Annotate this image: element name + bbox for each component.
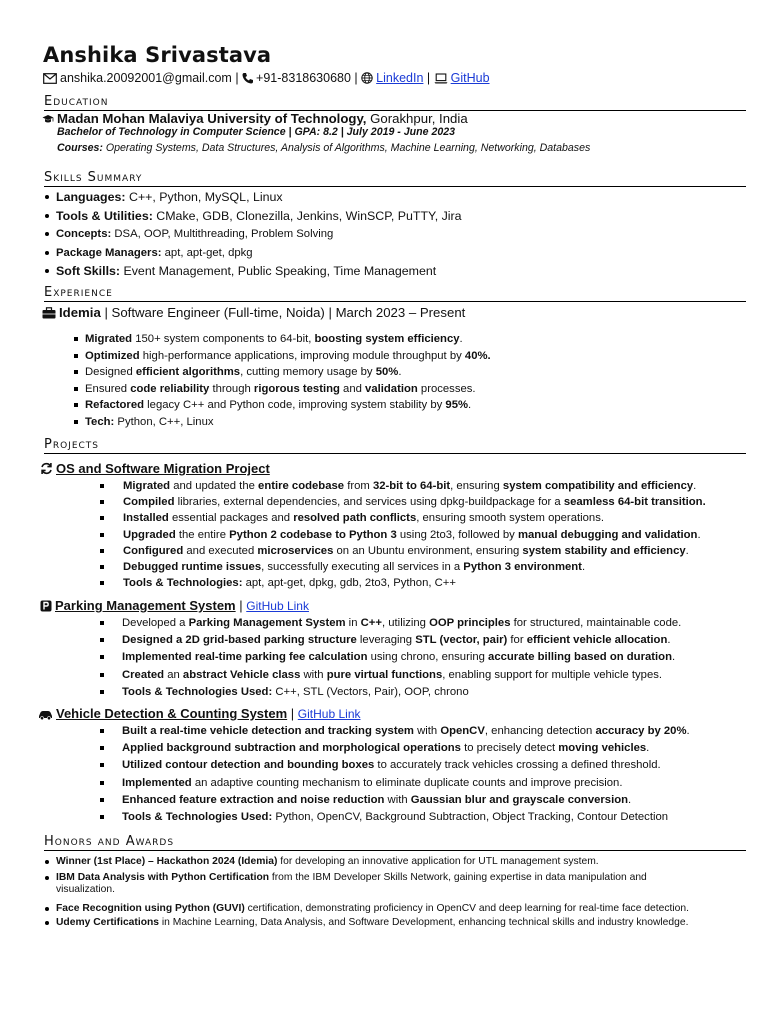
- text-run: manual debugging and validation: [517, 528, 698, 541]
- text-run: C++: [360, 617, 382, 629]
- text-run: .: [628, 793, 632, 806]
- text-run: Created: [122, 668, 165, 681]
- text-run: on an Ubuntu environment, ensuring: [333, 544, 523, 557]
- experience-bullet: [85, 332, 463, 346]
- text-run: .: [646, 742, 650, 755]
- text-run: an adaptive counting mechanism to eliminate duplicate counts and improve precision.: [191, 776, 623, 789]
- bullet-marker: [100, 533, 104, 537]
- text-run: the entire: [175, 528, 230, 541]
- bullet-marker: [74, 354, 78, 358]
- parking-github-link[interactable]: GitHub Link: [246, 599, 309, 613]
- separator: |: [239, 598, 243, 613]
- text-run: validation: [365, 382, 418, 395]
- graduation-cap-icon: [42, 114, 54, 128]
- text-run: Refactored: [85, 399, 145, 412]
- text-run: .: [667, 634, 671, 647]
- section-heading-projects: Projects: [44, 438, 746, 454]
- role-line: | Software Engineer (Full-time, Noida) | March 2023 – Present: [100, 305, 466, 320]
- honor-item: [56, 902, 689, 916]
- skill-row: [56, 246, 253, 260]
- bullet-marker: [100, 549, 104, 553]
- text-run: with: [300, 668, 327, 681]
- text-run: Tools & Technologies Used:: [122, 685, 273, 698]
- text-run: system stability and efficiency: [522, 544, 686, 557]
- skill-value: Event Management, Public Speaking, Time Management: [120, 264, 437, 278]
- text-run: IBM Data Analysis with Python Certification: [56, 871, 270, 883]
- text-run: Winner (1st Place) – Hackathon 2024 (Idemia): [56, 856, 278, 867]
- contact-line: [43, 71, 490, 87]
- bullet-marker: [45, 921, 49, 925]
- text-run: .: [671, 651, 676, 664]
- experience-header: [42, 306, 465, 322]
- bullet-marker: [100, 516, 104, 520]
- sync-icon: [40, 462, 53, 478]
- project-bullet: [122, 633, 671, 647]
- text-run: Python, C++, Linux: [114, 416, 214, 428]
- skill-value: C++, Python, MySQL, Linux: [125, 190, 283, 204]
- text-run: Debugged runtime issues: [123, 561, 262, 573]
- text-run: moving vehicles: [558, 742, 647, 755]
- text-run: , ensuring smooth system operations.: [416, 512, 604, 525]
- text-run: essential packages and: [168, 512, 294, 525]
- project-bullet: [123, 528, 701, 542]
- project-bullet: [122, 793, 631, 807]
- bullet-marker: [100, 815, 104, 819]
- text-run: seamless 64-bit transition.: [563, 496, 706, 509]
- courses-line: [57, 141, 590, 155]
- text-run: Implemented real-time parking fee calculation: [122, 651, 368, 664]
- text-run: Face Recognition using Python (GUVI): [56, 902, 245, 914]
- bullet-marker: [100, 729, 104, 733]
- text-run: .: [685, 544, 689, 557]
- text-run: , utilizing: [381, 617, 430, 629]
- text-run: efficient algorithms: [135, 366, 241, 379]
- email-text[interactable]: anshika.20092001@gmail.com: [60, 71, 232, 85]
- briefcase-icon: [42, 307, 56, 322]
- project-bullet: [122, 741, 649, 755]
- skill-row: [56, 190, 283, 204]
- text-run: Python 3 environment: [463, 561, 582, 573]
- university-location: Gorakhpur, India: [366, 111, 468, 126]
- project-bullet: [123, 511, 604, 525]
- project-bullet: [122, 758, 661, 772]
- text-run: Parking Management System: [188, 617, 346, 629]
- text-run: to precisely detect: [460, 742, 559, 755]
- skill-row: [56, 209, 462, 223]
- text-run: for: [507, 634, 527, 647]
- bullet-marker: [100, 500, 104, 504]
- bullet-marker: [74, 370, 78, 374]
- bullet-marker: [45, 195, 49, 199]
- text-run: Built a real-time vehicle detection and tracking system: [122, 725, 414, 737]
- text-run: Configured: [123, 544, 184, 557]
- text-run: visualization.: [56, 884, 115, 895]
- skill-label: Tools & Utilities:: [56, 208, 153, 223]
- text-run: code reliability: [130, 382, 210, 395]
- text-run: Designed: [85, 366, 136, 379]
- text-run: and: [339, 382, 366, 395]
- text-run: abstract Vehicle class: [182, 668, 301, 681]
- text-run: libraries, external dependencies, and services using dpkg-buildpackage for a: [174, 496, 564, 509]
- text-run: .: [693, 480, 697, 492]
- text-run: Optimized: [85, 349, 140, 362]
- bullet-marker: [100, 781, 104, 785]
- skill-value: DSA, OOP, Multithreading, Problem Solving: [111, 228, 334, 240]
- text-run: , successfully executing all services in a: [261, 561, 464, 573]
- text-run: efficient vehicle allocation: [526, 634, 668, 647]
- bullet-marker: [100, 673, 104, 677]
- courses-list: Operating Systems, Data Structures, Analysis of Algorithms, Machine Learning, Networking, Databases: [102, 142, 591, 154]
- text-run: and executed: [183, 544, 258, 557]
- skill-value: apt, apt-get, dpkg: [161, 246, 253, 259]
- vehicle-github-link[interactable]: GitHub Link: [297, 707, 361, 721]
- bullet-marker: [100, 621, 104, 625]
- text-run: through: [209, 382, 254, 395]
- text-run: .: [697, 528, 701, 541]
- honor-item: [56, 855, 599, 869]
- separator: |: [354, 71, 358, 85]
- text-run: Developed a: [122, 617, 189, 629]
- honor-item: [56, 883, 115, 897]
- bullet-marker: [45, 232, 49, 236]
- bullet-marker: [100, 484, 104, 488]
- laptop-icon: [434, 73, 448, 87]
- bullet-marker: [74, 420, 78, 424]
- section-heading-honors: Honors and Awards: [44, 835, 746, 851]
- project-bullet: [122, 668, 662, 682]
- text-run: , ensuring: [450, 480, 503, 492]
- text-run: Udemy Certifications: [56, 917, 159, 928]
- text-run: rigorous testing: [253, 382, 340, 395]
- text-run: leveraging: [356, 634, 416, 647]
- project-bullet: [122, 685, 469, 699]
- text-run: from: [344, 480, 373, 492]
- project-name: Parking Management System: [55, 598, 236, 613]
- text-run: Migrated: [85, 333, 133, 345]
- experience-bullet: [85, 398, 471, 412]
- skill-row: [56, 227, 333, 241]
- text-run: entire codebase: [258, 480, 345, 492]
- company-name: Idemia: [59, 305, 101, 320]
- project-name: Vehicle Detection & Counting System: [56, 706, 288, 721]
- text-run: and updated the: [170, 480, 259, 492]
- project-bullet: [122, 724, 690, 738]
- project-bullet: [123, 479, 696, 493]
- text-run: certification, demonstrating proficiency in OpenCV and deep learning for real-time face detection.: [244, 902, 689, 914]
- text-run: microservices: [257, 544, 334, 557]
- text-run: .: [468, 399, 472, 412]
- text-run: in: [345, 617, 361, 629]
- text-run: Tools & Technologies:: [123, 577, 243, 590]
- honor-item: [56, 916, 688, 930]
- text-run: Implemented: [122, 776, 192, 789]
- section-heading-experience: Experience: [44, 286, 746, 302]
- text-run: Designed a 2D grid-based parking structure: [122, 634, 357, 647]
- text-run: with: [413, 725, 441, 737]
- text-run: high-performance applications, improving module throughput by: [139, 349, 465, 362]
- text-run: 50%: [375, 366, 399, 379]
- text-run: an: [164, 668, 183, 681]
- text-run: apt, apt-get, dpkg, gdb, 2to3, Python, C++: [242, 577, 457, 590]
- bullet-marker: [100, 638, 104, 642]
- text-run: Installed: [123, 512, 169, 525]
- separator: |: [290, 706, 295, 721]
- text-run: with: [384, 793, 411, 806]
- section-heading-skills: Skills Summary: [44, 171, 746, 187]
- text-run: , enabling support for multiple vehicle types.: [442, 668, 663, 681]
- project-bullet: [122, 810, 668, 824]
- bullet-marker: [100, 763, 104, 767]
- text-run: Python 2 codebase to Python 3: [229, 528, 397, 541]
- text-run: Ensured: [85, 382, 131, 395]
- courses-label: Courses:: [57, 142, 103, 154]
- separator: |: [235, 71, 239, 85]
- degree-line: Bachelor of Technology in Computer Science | GPA: 8.2 | July 2019 - June 2023: [57, 126, 456, 138]
- text-run: OpenCV: [440, 725, 485, 737]
- bullet-marker: [100, 565, 104, 569]
- text-run: Upgraded: [123, 528, 176, 541]
- experience-bullet: [85, 349, 491, 363]
- project-title-os-migration: [40, 461, 270, 478]
- bullet-marker: [45, 876, 49, 880]
- text-run: system compatibility and efficiency: [502, 480, 694, 492]
- experience-bullet: [85, 382, 476, 396]
- project-bullet: [122, 650, 675, 664]
- text-run: .: [581, 561, 586, 573]
- bullet-marker: [100, 655, 104, 659]
- bullet-marker: [100, 798, 104, 802]
- text-run: Compiled: [123, 496, 175, 509]
- text-run: Python, OpenCV, Background Subtraction, Object Tracking, Contour Detection: [272, 811, 669, 823]
- parking-icon: [40, 600, 52, 615]
- honor-item: [56, 871, 647, 885]
- project-bullet: [123, 576, 456, 590]
- text-run: .: [686, 725, 690, 737]
- text-run: , cutting memory usage by: [240, 366, 376, 379]
- envelope-icon: [43, 73, 57, 87]
- project-title-parking: [40, 598, 309, 615]
- text-run: from the IBM Developer Skills Network, gaining expertise in data manipulation and: [269, 871, 647, 883]
- text-run: Tools & Technologies Used:: [122, 811, 273, 823]
- bullet-marker: [100, 690, 104, 694]
- text-run: .: [398, 366, 402, 379]
- separator: |: [426, 71, 431, 85]
- text-run: processes.: [417, 382, 476, 395]
- text-run: Utilized contour detection and bounding boxes: [122, 759, 375, 772]
- skill-label: Languages:: [56, 190, 126, 204]
- skill-label: Soft Skills:: [56, 264, 121, 278]
- text-run: accurate billing based on duration: [488, 651, 672, 664]
- section-heading-education: Education: [44, 95, 746, 111]
- skill-row: [56, 264, 436, 278]
- text-run: to accurately track vehicles crossing a defined threshold.: [374, 759, 661, 772]
- text-run: boosting system efficiency: [314, 333, 460, 345]
- bullet-marker: [100, 746, 104, 750]
- bullet-marker: [74, 337, 78, 341]
- candidate-name: Anshika Srivastava: [43, 43, 272, 67]
- bullet-marker: [45, 860, 49, 864]
- text-run: in Machine Learning, Data Analysis, and Software Development, enhancing technical skills and industry knowledge.: [159, 917, 689, 928]
- text-run: .: [459, 333, 463, 345]
- linkedin-link[interactable]: LinkedIn: [376, 71, 424, 85]
- text-run: using chrono, ensuring: [367, 651, 489, 664]
- text-run: legacy C++ and Python code, improving system stability by: [144, 399, 446, 412]
- text-run: OOP principles: [429, 617, 511, 629]
- text-run: C++, STL (Vectors, Pair), OOP, chrono: [272, 685, 469, 698]
- bullet-marker: [100, 581, 104, 585]
- car-icon: [38, 708, 53, 723]
- project-name: OS and Software Migration Project: [56, 461, 270, 476]
- phone-text[interactable]: +91-8318630680: [256, 71, 351, 85]
- project-bullet: [123, 560, 585, 574]
- project-bullet: [123, 495, 706, 509]
- text-run: Gaussian blur and grayscale conversion: [410, 793, 629, 806]
- text-run: pure virtual functions: [326, 668, 443, 681]
- text-run: 32-bit to 64-bit: [372, 480, 451, 492]
- bullet-marker: [45, 214, 49, 218]
- bullet-marker: [45, 907, 49, 911]
- project-title-vehicle-detection: [38, 706, 361, 723]
- text-run: 40%.: [464, 349, 491, 362]
- text-run: resolved path conflicts: [293, 512, 417, 525]
- experience-bullet: [85, 365, 401, 379]
- text-run: Enhanced feature extraction and noise reduction: [122, 793, 385, 806]
- project-bullet: [122, 776, 622, 790]
- skill-label: Concepts:: [56, 228, 112, 240]
- bullet-marker: [74, 403, 78, 407]
- skill-value: CMake, GDB, Clonezilla, Jenkins, WinSCP, PuTTY, Jira: [152, 208, 462, 223]
- globe-icon: [361, 72, 373, 87]
- skill-label: Package Managers:: [56, 246, 162, 259]
- project-bullet: [123, 544, 689, 558]
- text-run: for developing an innovative application for UTL management system.: [277, 856, 599, 867]
- bullet-marker: [45, 251, 49, 255]
- bullet-marker: [45, 269, 49, 273]
- text-run: Applied background subtraction and morphological operations: [122, 742, 461, 755]
- bullet-marker: [74, 387, 78, 391]
- text-run: for structured, maintainable code.: [510, 617, 682, 629]
- text-run: 150+ system components to 64-bit,: [132, 333, 315, 345]
- text-run: 95%: [445, 399, 469, 412]
- text-run: Migrated: [123, 480, 171, 492]
- text-run: Tech:: [85, 416, 115, 428]
- text-run: using 2to3, followed by: [396, 528, 518, 541]
- text-run: accuracy by 20%: [595, 725, 687, 737]
- phone-icon: [242, 72, 253, 87]
- project-bullet: [122, 616, 681, 630]
- university-name: Madan Mohan Malaviya University of Technology,: [57, 111, 367, 126]
- experience-bullet: [85, 415, 214, 429]
- text-run: STL (vector, pair): [415, 634, 508, 647]
- github-link[interactable]: GitHub: [450, 71, 490, 85]
- text-run: , enhancing detection: [484, 725, 596, 737]
